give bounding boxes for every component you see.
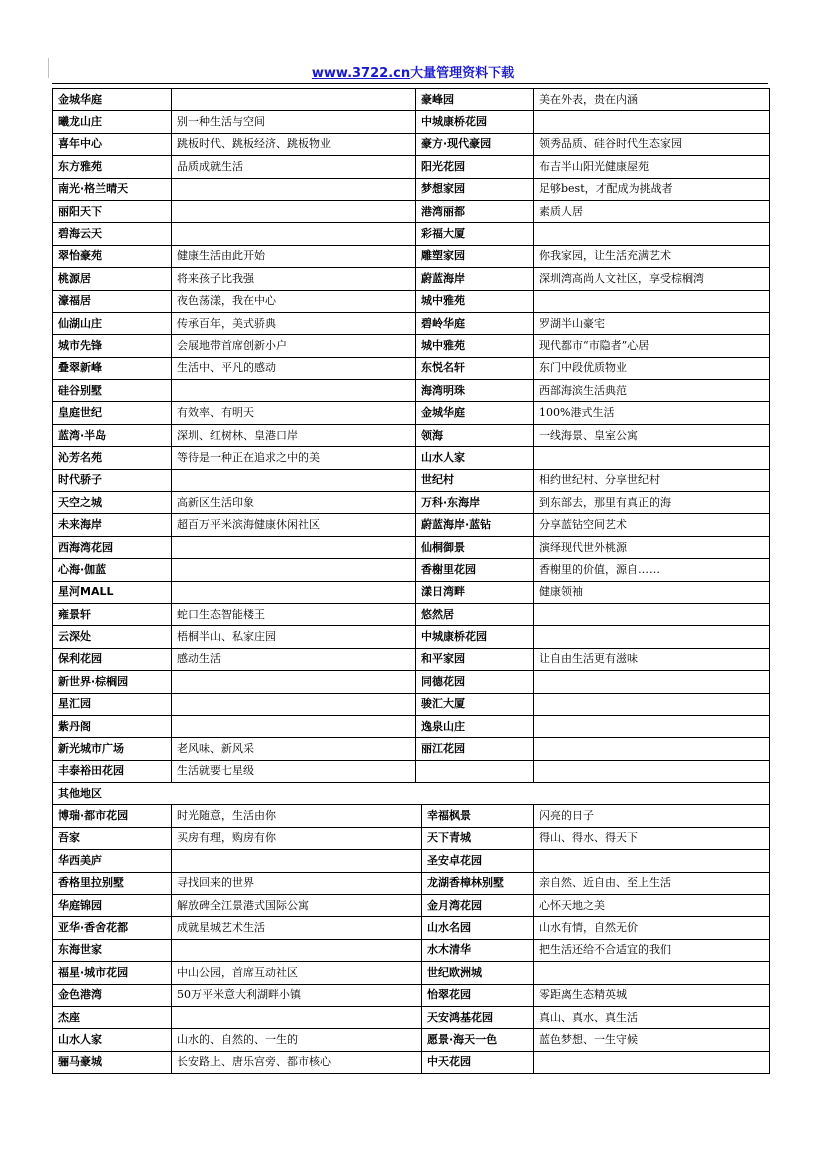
property-slogan [534,671,770,693]
property-name: 豪方·现代豪园 [416,133,534,155]
property-name: 天空之城 [53,492,172,514]
property-slogan: 西部海滨生活典范 [534,380,770,402]
property-slogan: 山水有情，自然无价 [534,917,770,939]
property-name: 金城华庭 [53,89,172,111]
table-row [53,424,770,446]
property-slogan [534,693,770,715]
property-name: 中天花园 [422,1051,534,1073]
property-slogan: 演绎现代世外桃源 [534,536,770,558]
property-slogan: 蓝色梦想、一生守候 [534,1029,770,1051]
header-text: 大量管理资料下载 [410,66,515,81]
property-name: 漾日湾畔 [416,581,534,603]
property-name: 丽阳天下 [53,200,172,222]
property-slogan: 蛇口生态智能楼王 [172,603,416,625]
property-slogan [172,223,416,245]
property-name: 水木清华 [422,939,534,961]
property-name: 翠怡豪苑 [53,245,172,267]
table-row [53,357,770,379]
property-name: 仙桐御景 [416,536,534,558]
property-slogan: 到东部去，那里有真正的海 [534,492,770,514]
property-slogan [534,290,770,312]
property-slogan: 足够best，才配成为挑战者 [534,178,770,200]
property-slogan [534,626,770,648]
property-slogan [534,603,770,625]
property-name: 新光城市广场 [53,738,172,760]
property-slogan: 东门中段优质物业 [534,357,770,379]
table-row [53,492,770,514]
property-name: 西海湾花园 [53,536,172,558]
table-row [53,312,770,334]
table-row [53,89,770,111]
other-regions-table [52,782,770,1074]
property-slogan: 成就星城艺术生活 [172,917,422,939]
property-name: 雕塑家园 [416,245,534,267]
table-row [53,917,770,939]
region-title-row [53,783,770,805]
property-name: 南光·格兰晴天 [53,178,172,200]
property-slogan [172,850,422,872]
property-slogan: 超百万平米滨海健康休闲社区 [172,514,416,536]
table-row [53,469,770,491]
property-slogan-table [52,88,770,783]
property-slogan [172,469,416,491]
property-slogan: 山水的、自然的、一生的 [172,1029,422,1051]
property-slogan [172,200,416,222]
property-slogan: 长安路上、唐乐宫旁、都市核心 [172,1051,422,1073]
property-name: 东海世家 [53,939,172,961]
property-slogan: 健康生活由此开始 [172,245,416,267]
table-row [53,245,770,267]
property-slogan: 你我家园，让生活充满艺术 [534,245,770,267]
property-name: 心海·伽蓝 [53,559,172,581]
table-row [53,738,770,760]
property-name: 丰泰裕田花园 [53,760,172,782]
table-row [53,626,770,648]
property-slogan [172,671,416,693]
property-name: 紫丹阁 [53,715,172,737]
property-name: 怡翠花园 [422,984,534,1006]
property-name: 蔚蓝海岸 [416,268,534,290]
property-slogan: 梧桐半山、私家庄园 [172,626,416,648]
property-name: 香榭里花园 [416,559,534,581]
table-row [53,200,770,222]
property-name: 曦龙山庄 [53,111,172,133]
property-slogan: 领秀品质、硅谷时代生态家园 [534,133,770,155]
property-name: 山水名园 [422,917,534,939]
property-name: 保利花园 [53,648,172,670]
property-slogan: 夜色荡漾，我在中心 [172,290,416,312]
property-slogan: 布吉半山阳光健康屋苑 [534,156,770,178]
table-row [53,894,770,916]
table-row [53,335,770,357]
property-slogan: 老风味、新风采 [172,738,416,760]
property-slogan [172,715,416,737]
property-slogan: 买房有理，购房有你 [172,827,422,849]
property-name: 杰座 [53,1006,172,1028]
property-name: 硅谷别墅 [53,380,172,402]
property-slogan [172,939,422,961]
table-row [53,850,770,872]
table-row [53,380,770,402]
table-row [53,559,770,581]
property-name: 领海 [416,424,534,446]
property-slogan [534,111,770,133]
property-name: 东方雅苑 [53,156,172,178]
property-name: 城中雅苑 [416,290,534,312]
table-row [53,939,770,961]
property-name: 香格里拉别墅 [53,872,172,894]
property-name: 愿景·海天一色 [422,1029,534,1051]
property-slogan: 中山公园，首席互动社区 [172,962,422,984]
property-name: 骊马豪城 [53,1051,172,1073]
table-row [53,178,770,200]
property-name: 圣安卓花园 [422,850,534,872]
property-name: 福星·城市花园 [53,962,172,984]
property-slogan [534,1051,770,1073]
property-name: 东悦名轩 [416,357,534,379]
table-row [53,156,770,178]
property-name: 悠然居 [416,603,534,625]
property-slogan [172,536,416,558]
property-slogan [172,178,416,200]
property-name: 城中雅苑 [416,335,534,357]
property-slogan: 香榭里的价值，源自…… [534,559,770,581]
table-row [53,984,770,1006]
property-name: 骏汇大厦 [416,693,534,715]
property-name: 阳光花园 [416,156,534,178]
property-name: 彩福大厦 [416,223,534,245]
property-name: 吾家 [53,827,172,849]
property-name: 喜年中心 [53,133,172,155]
property-slogan: 传承百年，美式骄典 [172,312,416,334]
property-name: 金色港湾 [53,984,172,1006]
property-slogan: 跳板时代、跳板经济、跳板物业 [172,133,416,155]
property-slogan: 现代都市“市隐者”心居 [534,335,770,357]
table-row [53,603,770,625]
property-name: 仙湖山庄 [53,312,172,334]
property-name: 云深处 [53,626,172,648]
property-slogan [172,89,416,111]
property-slogan: 时光随意，生活由你 [172,805,422,827]
property-name: 城市先锋 [53,335,172,357]
property-name: 金城华庭 [416,402,534,424]
table-row [53,827,770,849]
table-row [53,760,770,782]
property-slogan: 美在外表，贵在内涵 [534,89,770,111]
property-name: 星河MALL [53,581,172,603]
property-slogan: 把生活还给不合适宜的我们 [534,939,770,961]
table-row [53,447,770,469]
property-name: 幸福枫景 [422,805,534,827]
property-slogan: 生活就要七星级 [172,760,416,782]
property-slogan: 会展地带首席创新小户 [172,335,416,357]
property-slogan: 别一种生活与空间 [172,111,416,133]
property-name: 蔚蓝海岸·蓝钻 [416,514,534,536]
property-slogan [172,1006,422,1028]
table-row [53,872,770,894]
property-name: 梦想家园 [416,178,534,200]
property-name: 碧海云天 [53,223,172,245]
property-slogan: 100%港式生活 [534,402,770,424]
table-row [53,693,770,715]
property-name: 皇庭世纪 [53,402,172,424]
property-slogan: 真山、真水、真生活 [534,1006,770,1028]
property-slogan: 解放碑全江景港式国际公寓 [172,894,422,916]
property-name: 天安鸿基花园 [422,1006,534,1028]
property-slogan: 得山、得水、得天下 [534,827,770,849]
property-slogan: 寻找回来的世界 [172,872,422,894]
property-slogan [172,380,416,402]
property-slogan: 让自由生活更有滋味 [534,648,770,670]
property-slogan: 深圳、红树林、皇港口岸 [172,424,416,446]
property-slogan: 亲自然、近自由、至上生活 [534,872,770,894]
property-slogan: 深圳湾高尚人文社区，享受棕榈湾 [534,268,770,290]
property-slogan: 将来孩子比我强 [172,268,416,290]
property-slogan: 一线海景、皇室公寓 [534,424,770,446]
property-slogan: 生活中、平凡的感动 [172,357,416,379]
table-row [53,223,770,245]
property-slogan: 零距离生态精英城 [534,984,770,1006]
property-slogan [172,693,416,715]
property-name: 博瑞·都市花园 [53,805,172,827]
property-slogan: 50万平米意大利湖畔小镇 [172,984,422,1006]
property-name: 桃源居 [53,268,172,290]
table-row [53,536,770,558]
property-name: 华西美庐 [53,850,172,872]
property-slogan: 品质成就生活 [172,156,416,178]
property-name: 亚华·香舍花都 [53,917,172,939]
property-slogan [534,738,770,760]
table-row [53,268,770,290]
table-row [53,111,770,133]
property-name: 和平家园 [416,648,534,670]
property-name: 海湾明珠 [416,380,534,402]
property-name: 世纪欧洲城 [422,962,534,984]
header-rule [52,83,768,84]
region-title: 其他地区 [53,783,770,805]
property-name: 中城康桥花园 [416,111,534,133]
property-slogan: 相约世纪村、分享世纪村 [534,469,770,491]
property-slogan: 闪亮的日子 [534,805,770,827]
property-name: 丽江花园 [416,738,534,760]
property-name: 濠福居 [53,290,172,312]
property-name: 逸泉山庄 [416,715,534,737]
property-slogan: 罗湖半山豪宅 [534,312,770,334]
property-name: 山水人家 [416,447,534,469]
property-slogan: 分享蓝钻空间艺术 [534,514,770,536]
property-slogan: 等待是一种正在追求之中的美 [172,447,416,469]
table-row [53,1029,770,1051]
property-name: 豪峰园 [416,89,534,111]
property-name: 蓝湾·半岛 [53,424,172,446]
property-name: 世纪村 [416,469,534,491]
property-name: 万科·东海岸 [416,492,534,514]
property-name: 天下青城 [422,827,534,849]
property-name: 沁芳名苑 [53,447,172,469]
property-slogan [534,715,770,737]
property-slogan: 健康领袖 [534,581,770,603]
property-name: 碧岭华庭 [416,312,534,334]
property-slogan: 心怀天地之美 [534,894,770,916]
property-name: 时代骄子 [53,469,172,491]
table-row [53,671,770,693]
property-slogan [534,223,770,245]
table-row [53,648,770,670]
table-row [53,715,770,737]
property-name: 港湾丽都 [416,200,534,222]
header-site-link[interactable]: www.3722.cn [311,66,411,81]
property-name [416,760,534,782]
table-row [53,290,770,312]
table-row [53,581,770,603]
property-name: 金月湾花园 [422,894,534,916]
property-slogan: 素质人居 [534,200,770,222]
property-slogan: 高新区生活印象 [172,492,416,514]
property-slogan [534,962,770,984]
property-slogan [534,447,770,469]
table-row [53,1051,770,1073]
property-name: 星汇园 [53,693,172,715]
property-name: 山水人家 [53,1029,172,1051]
property-name: 龙湖香樟林别墅 [422,872,534,894]
property-name: 新世界·棕榈园 [53,671,172,693]
property-slogan [534,850,770,872]
property-name: 叠翠新峰 [53,357,172,379]
table-row [53,805,770,827]
page-header [0,62,826,81]
property-slogan [534,760,770,782]
property-name: 未来海岸 [53,514,172,536]
property-name: 华庭锦园 [53,894,172,916]
property-slogan [172,581,416,603]
property-slogan [172,559,416,581]
property-name: 同德花园 [416,671,534,693]
table-row [53,402,770,424]
property-name: 中城康桥花园 [416,626,534,648]
table-row [53,133,770,155]
property-name: 雍景轩 [53,603,172,625]
table-row [53,962,770,984]
property-slogan: 感动生活 [172,648,416,670]
table-row [53,514,770,536]
property-slogan: 有效率、有明天 [172,402,416,424]
table-row [53,1006,770,1028]
